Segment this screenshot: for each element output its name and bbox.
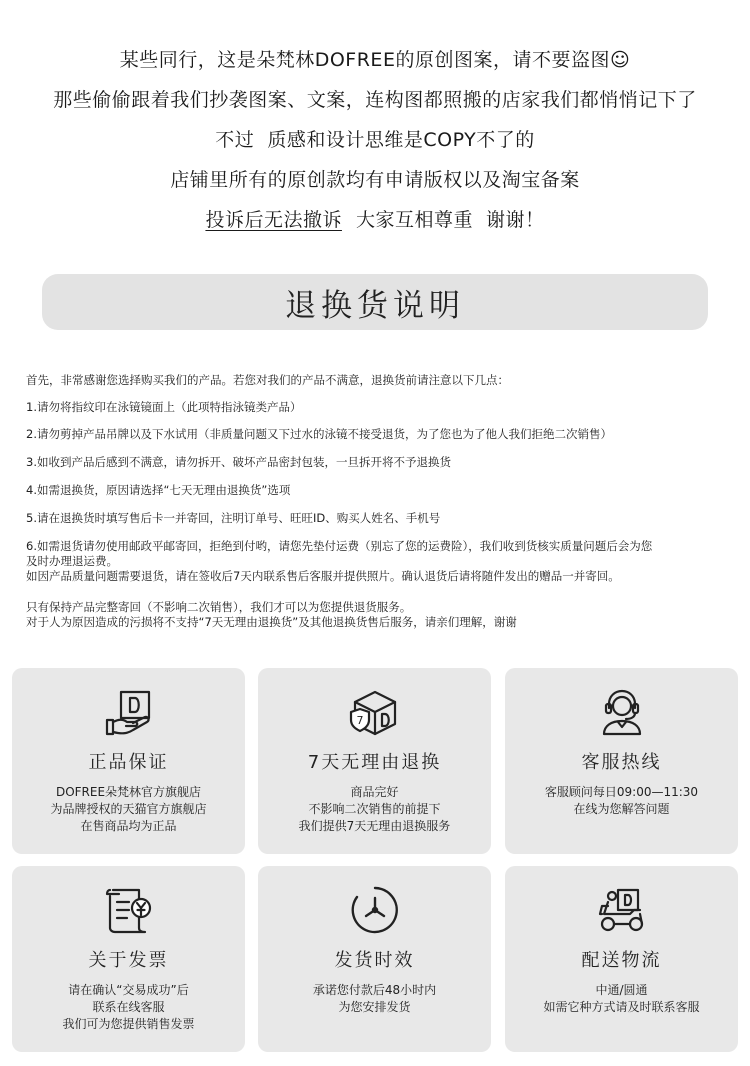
- invoice-icon: [103, 884, 155, 936]
- policy-item-6-line-1: 6.如需退货请勿使用邮政平邮寄回，拒绝到付哟，请您先垫付运费（别忘了您的运费险），我们收到货核实质量问题后会为您: [26, 539, 653, 553]
- no-withdraw-notice: 投诉后无法撤诉: [205, 209, 342, 231]
- policy-item-2: 2.请勿剪掉产品吊牌以及下水试用（非质量问题又下过水的泳镜不接受退货，为了您也为了他人我们拒绝二次销售）: [26, 427, 612, 441]
- card-line: 我们可为您提供销售发票: [62, 1017, 195, 1031]
- card-line: 商品完好: [350, 785, 399, 799]
- respect-notice: 大家互相尊重 谢谢！: [355, 209, 545, 231]
- card-description: [505, 784, 738, 818]
- card-title: 7天无理由退换: [307, 752, 442, 773]
- card-description: [12, 784, 245, 835]
- card-title: 发货时效: [334, 950, 415, 971]
- card-line: 客服顾问每日09:00—11:30: [544, 785, 699, 799]
- card-description: [258, 982, 491, 1016]
- policy-item-4: 4.如需退换货，原因请选择“七天无理由退换货”选项: [26, 483, 291, 497]
- card-line: 为品牌授权的天猫官方旗舰店: [50, 802, 207, 816]
- card-title: 配送物流: [581, 950, 662, 971]
- card-seven-day-return: [258, 668, 491, 854]
- card-description: [12, 982, 245, 1033]
- card-authentic: [12, 668, 245, 854]
- clock-icon: [349, 884, 401, 936]
- policy-item-1: 1.请勿将指纹印在泳镜镜面上（此项特指泳镜类产品）: [26, 400, 302, 414]
- policy-item-5: 5.请在退换货时填写售后卡一并寄回，注明订单号、旺旺ID、购买人姓名、手机号: [26, 511, 441, 525]
- svg-text:7: 7: [356, 714, 364, 727]
- card-line: 承诺您付款后48小时内: [312, 983, 437, 997]
- intro-line-4: 店铺里所有的原创款均有申请版权以及淘宝备案: [170, 169, 580, 191]
- policy-intro: 首先，非常感谢您选择购买我们的产品。若您对我们的产品不满意，退换货前请注意以下几点：: [26, 373, 509, 387]
- banner-title: 退换货说明: [285, 287, 465, 324]
- card-title: 正品保证: [88, 752, 169, 773]
- card-line: 如需它种方式请及时联系客服: [543, 1000, 700, 1014]
- card-line: 不影响二次销售的前提下: [308, 802, 441, 816]
- return-policy-banner: [42, 274, 708, 330]
- card-line: 为您安排发货: [338, 1000, 411, 1014]
- card-line: 中通/圆通: [595, 983, 648, 997]
- intro-line-1: 某些同行，这是朵梵林DOFREE的原创图案，请不要盗图☺: [119, 49, 631, 71]
- intro-section: [0, 40, 750, 240]
- intro-line-5: [0, 200, 750, 240]
- card-line: 我们提供7天无理由退换服务: [298, 819, 451, 833]
- card-line: 在售商品均为正品: [80, 819, 177, 833]
- card-line: 请在确认“交易成功”后: [68, 983, 189, 997]
- card-customer-service: [505, 668, 738, 854]
- card-shipping-time: [258, 866, 491, 1052]
- headset-agent-icon: [596, 686, 648, 738]
- policy-item-6-line-2: 及时办理退运费。: [26, 554, 118, 568]
- package-seven-icon: [349, 686, 401, 738]
- card-line: 在线为您解答问题: [573, 802, 670, 816]
- policy-note-line-1: 只有保持产品完整寄回（不影响二次销售），我们才可以为您提供退货服务。: [26, 600, 412, 614]
- delivery-scooter-icon: [596, 884, 648, 936]
- intro-line-3: 不过 质感和设计思维是COPY不了的: [215, 129, 535, 151]
- card-line: 联系在线客服: [92, 1000, 165, 1014]
- card-title: 关于发票: [88, 950, 169, 971]
- card-description: [505, 982, 738, 1016]
- policy-note-line-2: 对于人为原因造成的污损将不支持“7天无理由退换货”及其他退换货售后服务，请亲们理解，谢谢: [26, 615, 517, 629]
- card-invoice: [12, 866, 245, 1052]
- card-logistics: [505, 866, 738, 1052]
- hand-shield-icon: [103, 686, 155, 738]
- card-description: [258, 784, 491, 835]
- policy-item-3: 3.如收到产品后感到不满意，请勿拆开、破坏产品密封包装，一旦拆开将不予退换货: [26, 455, 451, 469]
- card-title: 客服热线: [581, 752, 662, 773]
- card-line: DOFREE朵梵林官方旗舰店: [55, 785, 202, 799]
- policy-item-6-line-3: 如因产品质量问题需要退货，请在签收后7天内联系售后客服并提供照片。确认退货后请将随件发出的赠品一并寄回。: [26, 569, 620, 583]
- intro-line-2: 那些偷偷跟着我们抄袭图案、文案，连构图都照搬的店家我们都悄悄记下了: [53, 89, 697, 111]
